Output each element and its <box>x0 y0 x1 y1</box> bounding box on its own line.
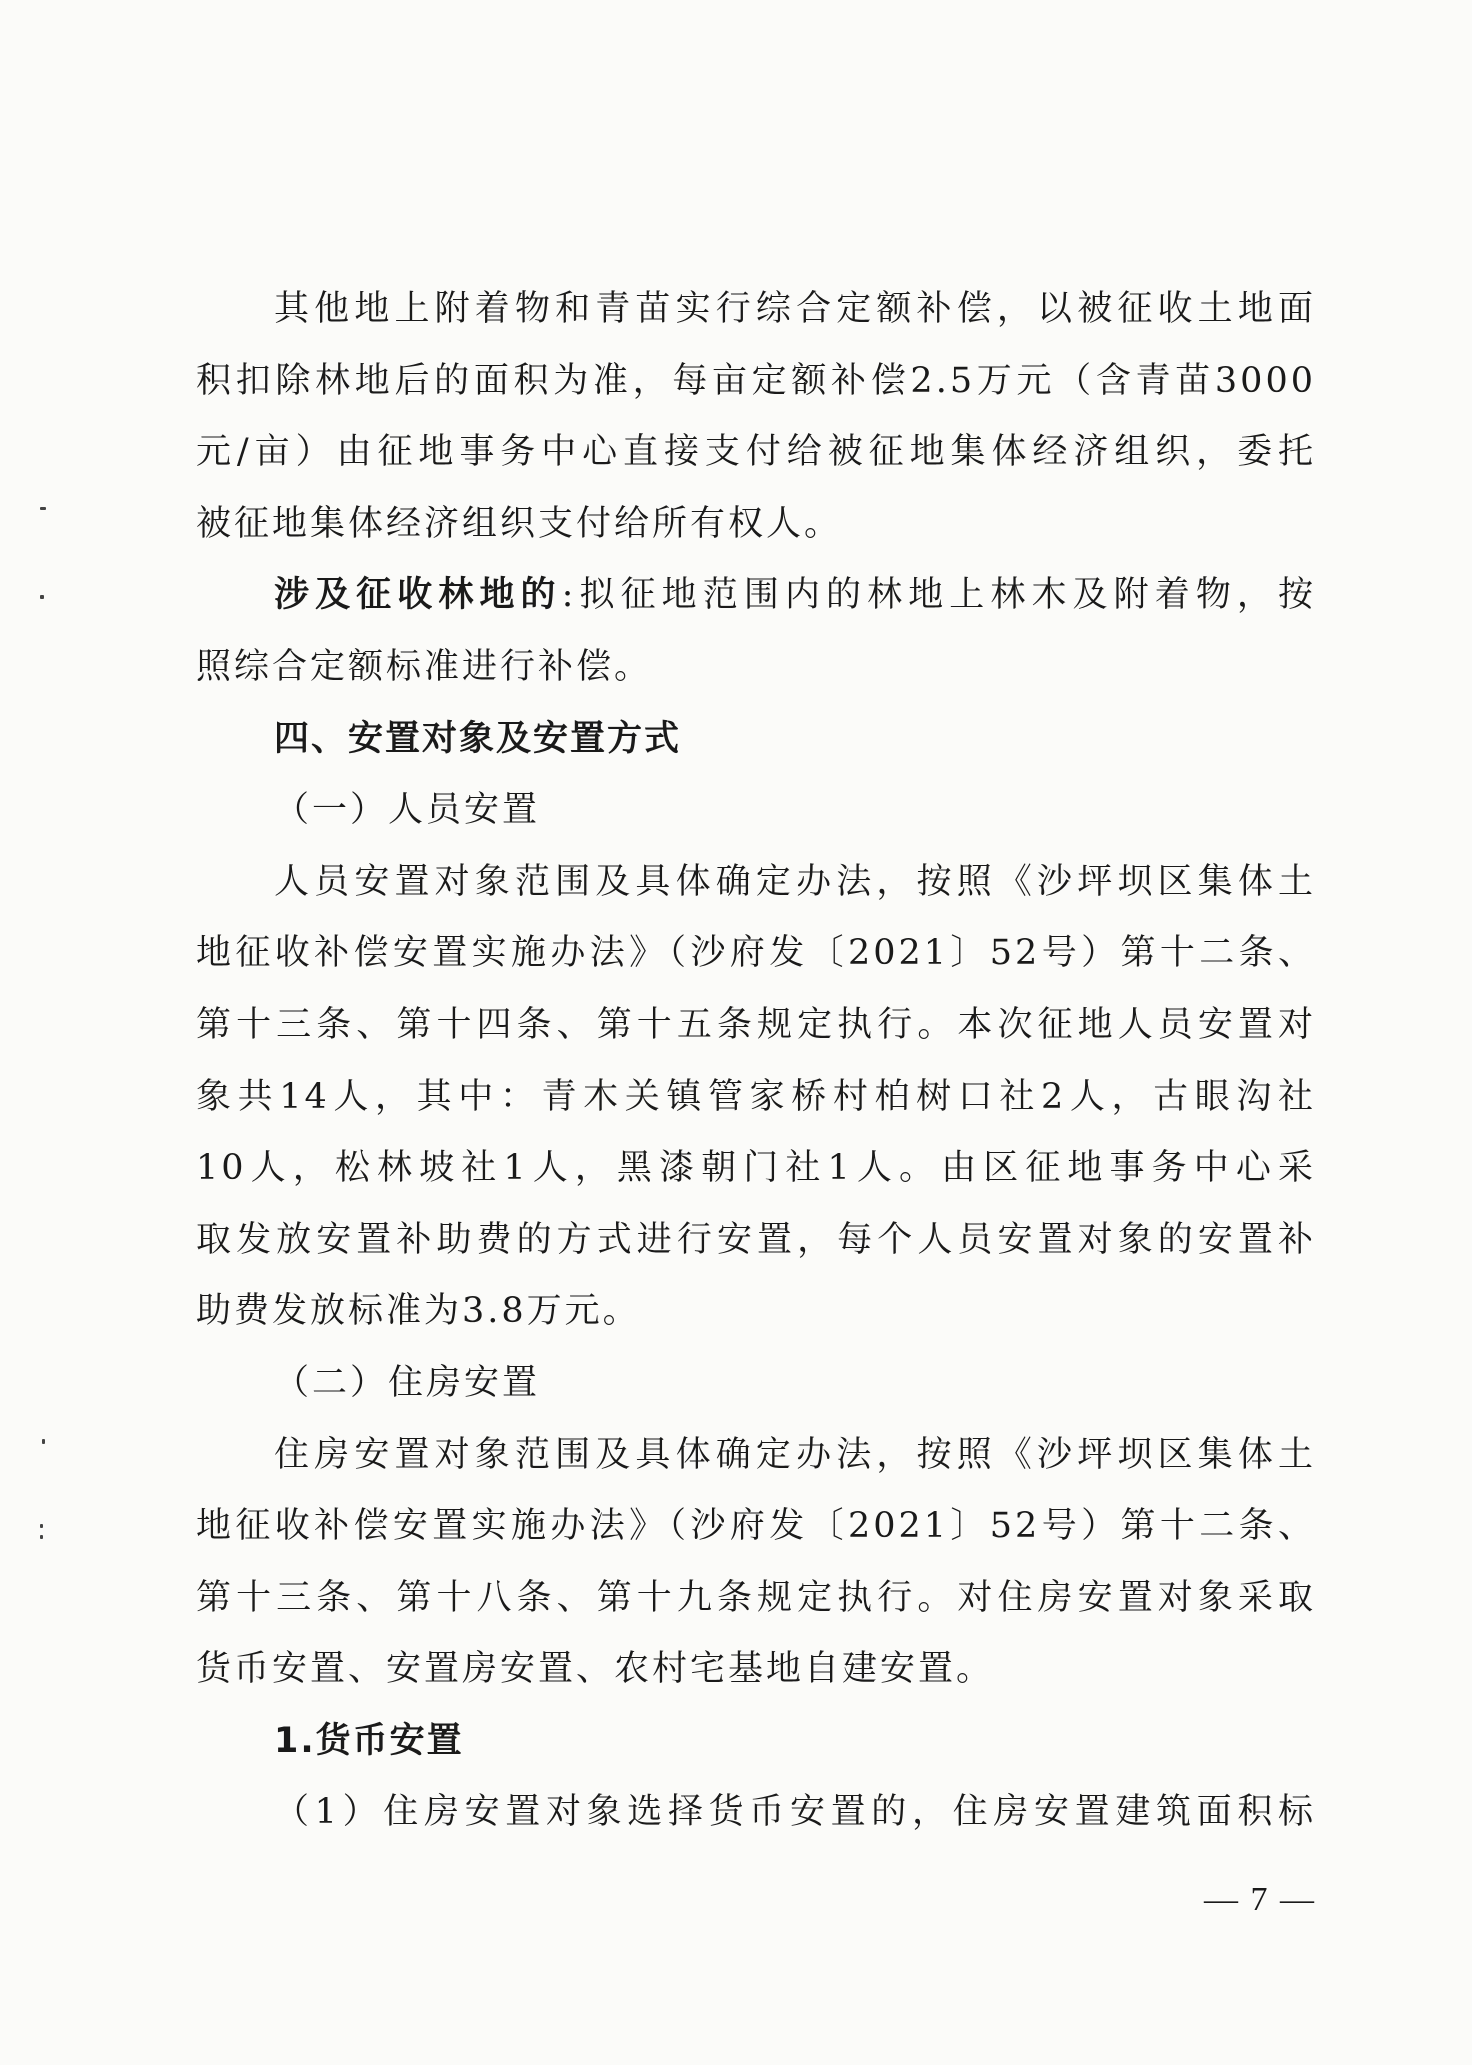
paragraph-line: 涉及征收林地的:拟征地范围内的林地上林木及附着物，按 <box>274 575 1316 616</box>
document-body <box>196 274 1316 1849</box>
paragraph-line: 元/亩）由征地事务中心直接支付给被征地集体经济组织，委托 <box>196 432 1316 473</box>
paragraph-line: 第十三条、第十四条、第十五条规定执行。本次征地人员安置对 <box>196 1004 1316 1045</box>
paragraph-line: 助费发放标准为3.8万元。 <box>196 1291 641 1332</box>
paragraph-line: 象共14人，其中：青木关镇管家桥村柏树口社2人，古眼沟社 <box>196 1076 1316 1117</box>
paragraph-line: 住房安置对象范围及具体确定办法，按照《沙坪坝区集体土 <box>274 1434 1316 1475</box>
paragraph-line: 其他地上附着物和青苗实行综合定额补偿，以被征收土地面 <box>274 289 1316 329</box>
numbered-heading: 1.货币安置 <box>274 1720 464 1761</box>
paragraph-line: 人员安置对象范围及具体确定办法，按照《沙坪坝区集体土 <box>274 861 1316 902</box>
subsection-heading: （一）人员安置 <box>274 790 541 831</box>
paragraph-lead: 涉及征收林地的 <box>274 575 562 616</box>
paragraph-line: 10人，松林坡社1人，黑漆朝门社1人。由区征地事务中心采 <box>196 1148 1316 1189</box>
page-number: — 7 — <box>1204 1881 1316 1918</box>
paragraph-line: 地征收补偿安置实施办法》（沙府发〔2021〕52号）第十二条、 <box>196 1506 1316 1547</box>
paragraph-line: （1）住房安置对象选择货币安置的，住房安置建筑面积标 <box>274 1792 1316 1833</box>
scan-mark <box>40 507 46 510</box>
paragraph-line: 照综合定额标准进行补偿。 <box>196 646 653 687</box>
section-heading: 四、安置对象及安置方式 <box>274 718 682 759</box>
paragraph-line: 地征收补偿安置实施办法》（沙府发〔2021〕52号）第十二条、 <box>196 933 1316 974</box>
scan-mark <box>40 595 44 599</box>
paragraph-line: 被征地集体经济组织支付给所有权人。 <box>196 503 843 544</box>
scan-mark <box>40 1535 43 1539</box>
subsection-heading: （二）住房安置 <box>274 1362 541 1403</box>
paragraph-line: 积扣除林地后的面积为准，每亩定额补偿2.5万元（含青苗3000 <box>196 360 1316 401</box>
paragraph-line: 第十三条、第十八条、第十九条规定执行。对住房安置对象采取 <box>196 1577 1316 1618</box>
scan-mark <box>42 1439 45 1444</box>
scan-mark <box>40 1524 43 1528</box>
paragraph-line: 货币安置、安置房安置、农村宅基地自建安置。 <box>196 1649 995 1690</box>
paragraph-line: 取发放安置补助费的方式进行安置，每个人员安置对象的安置补 <box>196 1219 1316 1260</box>
